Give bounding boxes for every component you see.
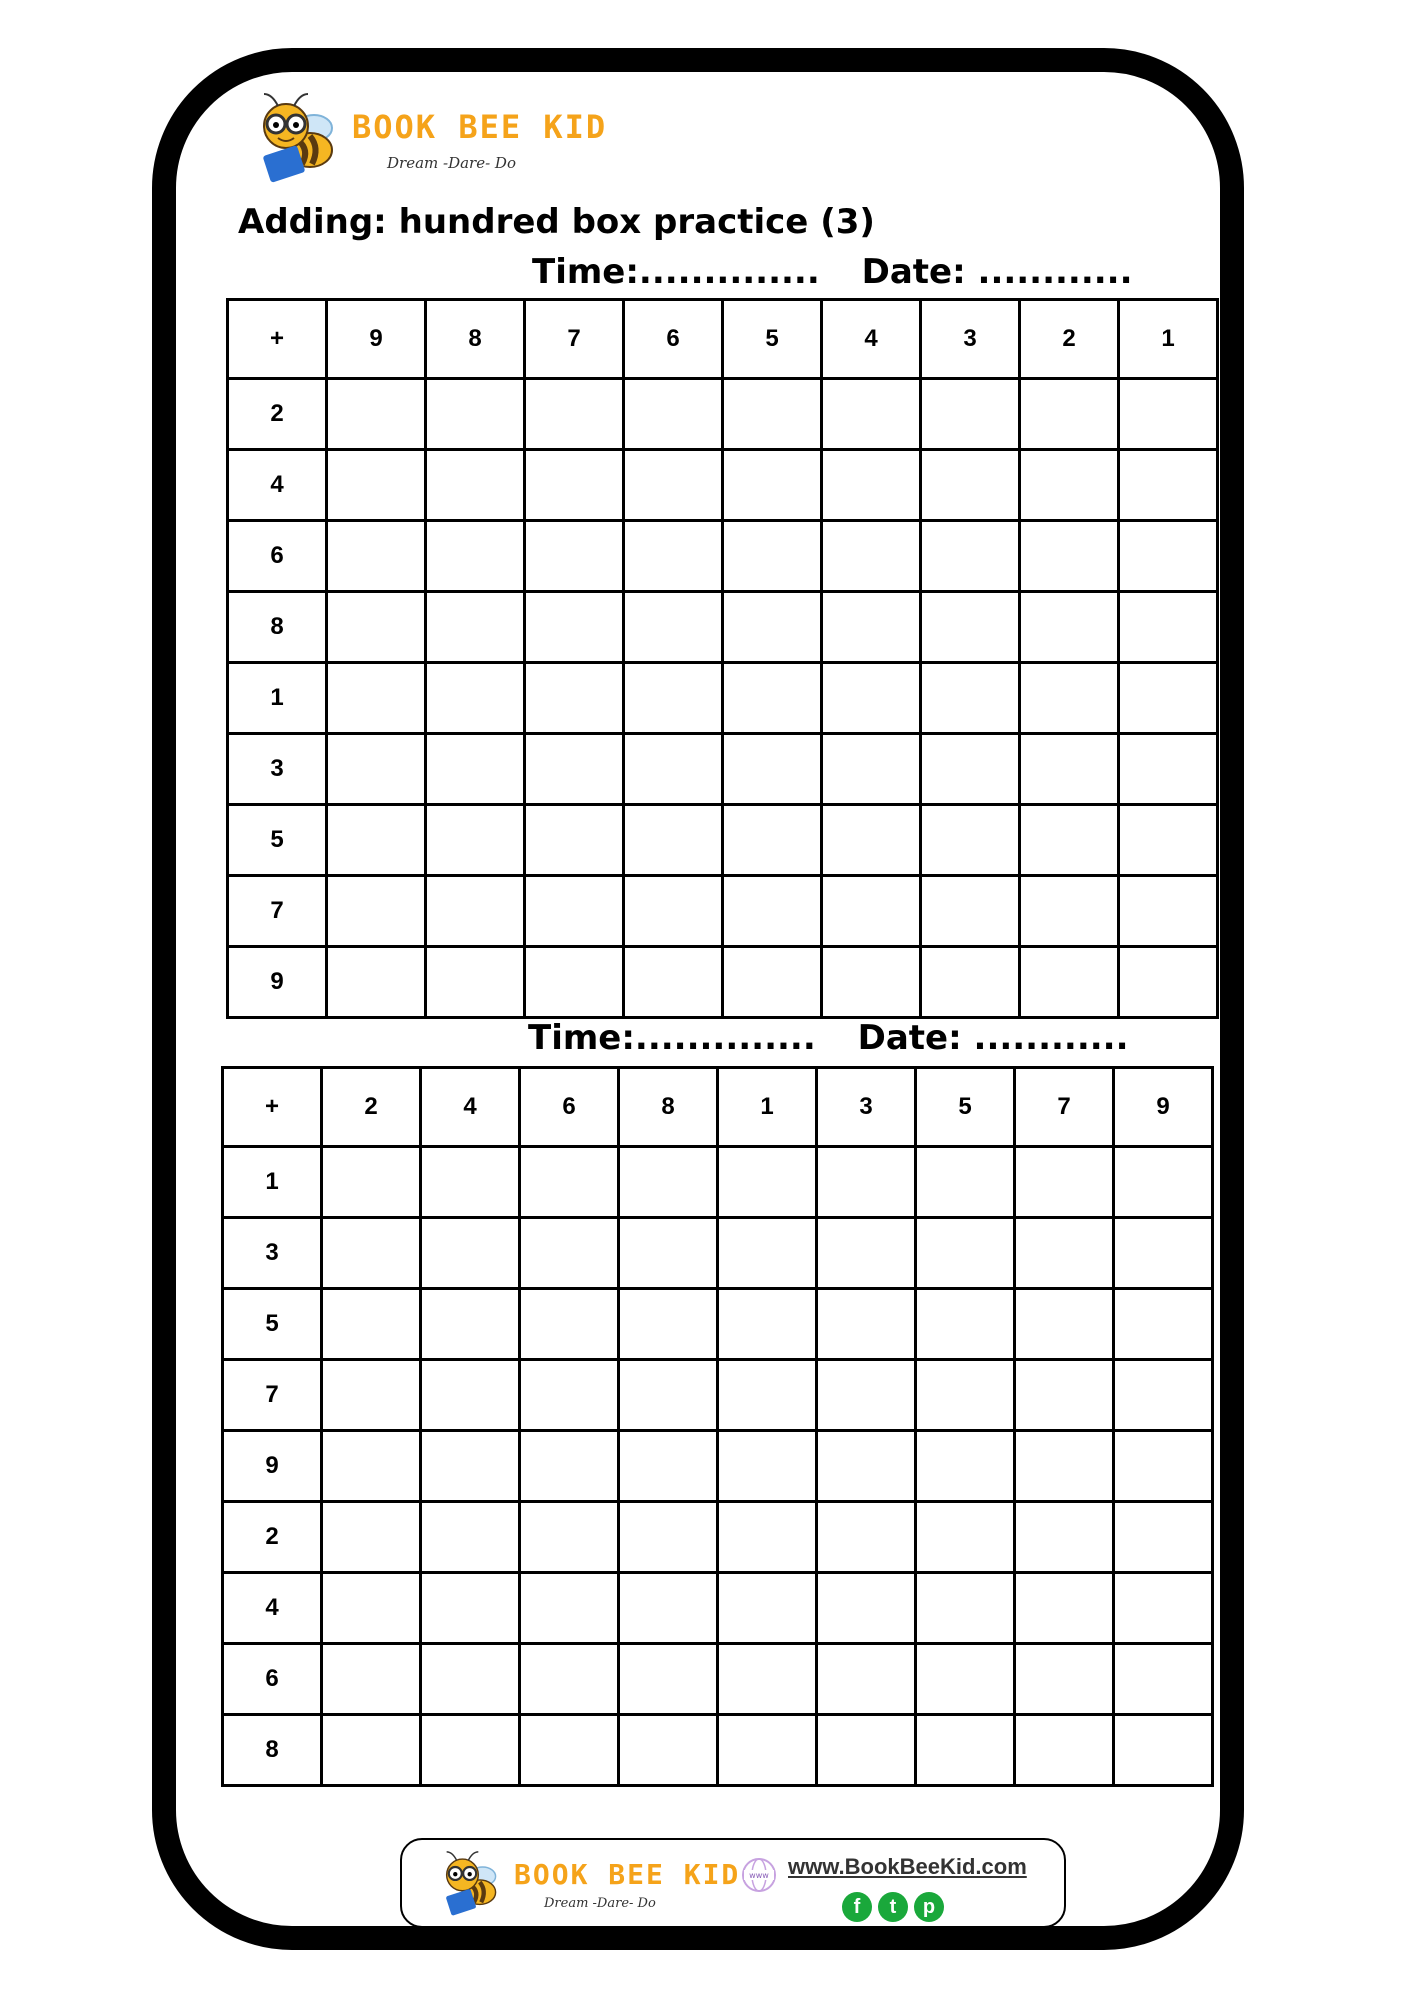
grid-1-meta	[532, 252, 1163, 292]
answer-cell[interactable]	[520, 1644, 619, 1715]
answer-cell[interactable]	[426, 734, 525, 805]
date-field-label: Date: ............	[857, 1018, 1129, 1058]
pinterest-icon[interactable]: p	[914, 1892, 944, 1922]
column-header-cell: 4	[421, 1068, 520, 1147]
answer-cell[interactable]	[718, 1502, 817, 1573]
grid-row	[228, 379, 1218, 450]
answer-cell[interactable]	[921, 663, 1020, 734]
column-header-cell: 9	[327, 300, 426, 379]
answer-cell[interactable]	[624, 947, 723, 1018]
answer-cell[interactable]	[426, 450, 525, 521]
column-header-cell: 5	[723, 300, 822, 379]
answer-cell[interactable]	[322, 1502, 421, 1573]
answer-cell[interactable]	[624, 734, 723, 805]
answer-cell[interactable]	[327, 521, 426, 592]
answer-cell[interactable]	[916, 1289, 1015, 1360]
answer-cell[interactable]	[921, 521, 1020, 592]
column-header-cell: 8	[426, 300, 525, 379]
header-logo	[252, 88, 608, 192]
answer-cell[interactable]	[421, 1502, 520, 1573]
row-header-cell: 7	[228, 876, 327, 947]
answer-cell[interactable]	[916, 1360, 1015, 1431]
answer-cell[interactable]	[624, 379, 723, 450]
answer-cell[interactable]	[520, 1431, 619, 1502]
answer-cell[interactable]	[822, 592, 921, 663]
answer-cell[interactable]	[1015, 1360, 1114, 1431]
answer-cell[interactable]	[1114, 1431, 1213, 1502]
social-icons	[842, 1892, 944, 1922]
answer-cell[interactable]	[1020, 450, 1119, 521]
plus-sign-cell: +	[223, 1068, 322, 1147]
grid-row	[223, 1573, 1213, 1644]
answer-cell[interactable]	[723, 663, 822, 734]
grid-row	[223, 1360, 1213, 1431]
column-header-cell: 1	[1119, 300, 1218, 379]
answer-cell[interactable]	[327, 450, 426, 521]
answer-cell[interactable]	[916, 1147, 1015, 1218]
grid-header-row	[228, 300, 1218, 379]
answer-cell[interactable]	[525, 450, 624, 521]
answer-cell[interactable]	[1114, 1147, 1213, 1218]
answer-cell[interactable]	[921, 379, 1020, 450]
answer-cell[interactable]	[520, 1289, 619, 1360]
answer-cell[interactable]	[723, 592, 822, 663]
answer-cell[interactable]	[1119, 592, 1218, 663]
answer-cell[interactable]	[624, 521, 723, 592]
answer-cell[interactable]	[525, 379, 624, 450]
answer-cell[interactable]	[1119, 805, 1218, 876]
row-header-cell: 6	[223, 1644, 322, 1715]
answer-cell[interactable]	[525, 521, 624, 592]
answer-cell[interactable]	[1119, 521, 1218, 592]
answer-cell[interactable]	[624, 592, 723, 663]
answer-cell[interactable]	[822, 876, 921, 947]
answer-cell[interactable]	[327, 663, 426, 734]
answer-cell[interactable]	[1114, 1360, 1213, 1431]
answer-cell[interactable]	[520, 1573, 619, 1644]
answer-cell[interactable]	[921, 592, 1020, 663]
grid-row	[223, 1502, 1213, 1573]
answer-cell[interactable]	[1114, 1502, 1213, 1573]
time-field-label: Time:..............	[532, 252, 820, 292]
row-header-cell: 5	[223, 1289, 322, 1360]
answer-cell[interactable]	[822, 450, 921, 521]
row-header-cell: 2	[223, 1502, 322, 1573]
answer-cell[interactable]	[1015, 1502, 1114, 1573]
answer-cell[interactable]	[426, 805, 525, 876]
answer-cell[interactable]	[322, 1147, 421, 1218]
answer-cell[interactable]	[1114, 1289, 1213, 1360]
time-field-label: Time:..............	[528, 1018, 816, 1058]
answer-cell[interactable]	[1020, 592, 1119, 663]
grid-row	[223, 1289, 1213, 1360]
answer-cell[interactable]	[817, 1573, 916, 1644]
answer-cell[interactable]	[327, 734, 426, 805]
grid-row	[223, 1431, 1213, 1502]
answer-cell[interactable]	[723, 805, 822, 876]
answer-cell[interactable]	[624, 450, 723, 521]
answer-cell[interactable]	[1114, 1644, 1213, 1715]
answer-cell[interactable]	[624, 876, 723, 947]
answer-cell[interactable]	[1114, 1218, 1213, 1289]
answer-cell[interactable]	[1015, 1147, 1114, 1218]
answer-cell[interactable]	[1119, 450, 1218, 521]
column-header-cell: 8	[619, 1068, 718, 1147]
answer-cell[interactable]	[1119, 379, 1218, 450]
grid-row	[228, 663, 1218, 734]
addition-grid-2	[221, 1066, 1214, 1787]
answer-cell[interactable]	[817, 1360, 916, 1431]
answer-cell[interactable]	[322, 1289, 421, 1360]
grid-2-meta	[528, 1018, 1159, 1058]
row-header-cell: 9	[223, 1431, 322, 1502]
footer-banner	[400, 1838, 1066, 1928]
row-header-cell: 7	[223, 1360, 322, 1431]
answer-cell[interactable]	[916, 1715, 1015, 1786]
grid-row	[223, 1147, 1213, 1218]
row-header-cell: 4	[223, 1573, 322, 1644]
answer-cell[interactable]	[718, 1431, 817, 1502]
answer-cell[interactable]	[520, 1147, 619, 1218]
column-header-cell: 4	[822, 300, 921, 379]
grid-row	[223, 1644, 1213, 1715]
answer-cell[interactable]	[1020, 379, 1119, 450]
grid-row	[228, 876, 1218, 947]
answer-cell[interactable]	[525, 592, 624, 663]
answer-cell[interactable]	[916, 1502, 1015, 1573]
answer-cell[interactable]	[1020, 947, 1119, 1018]
grid-row	[228, 947, 1218, 1018]
website-link[interactable]: www.BookBeeKid.com	[788, 1854, 1027, 1879]
bee-mascot-icon	[252, 88, 352, 192]
row-header-cell: 4	[228, 450, 327, 521]
row-header-cell: 8	[223, 1715, 322, 1786]
answer-cell[interactable]	[421, 1431, 520, 1502]
answer-cell[interactable]	[421, 1573, 520, 1644]
brand-tagline: Dream -Dare- Do	[387, 154, 516, 172]
grid-row	[223, 1218, 1213, 1289]
answer-cell[interactable]	[421, 1147, 520, 1218]
tumblr-icon[interactable]: t	[878, 1892, 908, 1922]
footer-brand-name: BOOK BEE KID	[514, 1858, 741, 1891]
answer-cell[interactable]	[1015, 1431, 1114, 1502]
answer-cell[interactable]	[624, 663, 723, 734]
answer-cell[interactable]	[822, 734, 921, 805]
answer-cell[interactable]	[520, 1715, 619, 1786]
answer-cell[interactable]	[916, 1573, 1015, 1644]
answer-cell[interactable]	[921, 947, 1020, 1018]
row-header-cell: 5	[228, 805, 327, 876]
answer-cell[interactable]	[723, 876, 822, 947]
answer-cell[interactable]	[421, 1289, 520, 1360]
column-header-cell: 2	[322, 1068, 421, 1147]
column-header-cell: 3	[817, 1068, 916, 1147]
addition-grid-1	[226, 298, 1219, 1019]
answer-cell[interactable]	[327, 379, 426, 450]
answer-cell[interactable]	[1119, 947, 1218, 1018]
answer-cell[interactable]	[426, 592, 525, 663]
answer-cell[interactable]	[619, 1502, 718, 1573]
bee-mascot-icon	[438, 1844, 510, 1926]
answer-cell[interactable]	[817, 1644, 916, 1715]
column-header-cell: 5	[916, 1068, 1015, 1147]
answer-cell[interactable]	[426, 521, 525, 592]
answer-cell[interactable]	[718, 1147, 817, 1218]
answer-cell[interactable]	[421, 1644, 520, 1715]
answer-cell[interactable]	[520, 1218, 619, 1289]
answer-cell[interactable]	[1015, 1644, 1114, 1715]
row-header-cell: 6	[228, 521, 327, 592]
answer-cell[interactable]	[619, 1644, 718, 1715]
answer-cell[interactable]	[520, 1502, 619, 1573]
answer-cell[interactable]	[322, 1360, 421, 1431]
answer-cell[interactable]	[525, 663, 624, 734]
answer-cell[interactable]	[817, 1715, 916, 1786]
answer-cell[interactable]	[426, 876, 525, 947]
answer-cell[interactable]	[624, 805, 723, 876]
answer-cell[interactable]	[1015, 1218, 1114, 1289]
answer-cell[interactable]	[718, 1360, 817, 1431]
answer-cell[interactable]	[426, 379, 525, 450]
answer-cell[interactable]	[718, 1289, 817, 1360]
answer-cell[interactable]	[822, 663, 921, 734]
column-header-cell: 1	[718, 1068, 817, 1147]
answer-cell[interactable]	[1020, 805, 1119, 876]
answer-cell[interactable]	[723, 379, 822, 450]
globe-icon	[740, 1856, 778, 1894]
plus-sign-cell: +	[228, 300, 327, 379]
answer-cell[interactable]	[525, 876, 624, 947]
row-header-cell: 8	[228, 592, 327, 663]
grid-row	[228, 521, 1218, 592]
answer-cell[interactable]	[718, 1715, 817, 1786]
grid-row	[223, 1715, 1213, 1786]
answer-cell[interactable]	[1020, 521, 1119, 592]
answer-cell[interactable]	[723, 947, 822, 1018]
answer-cell[interactable]	[525, 947, 624, 1018]
column-header-cell: 6	[520, 1068, 619, 1147]
answer-cell[interactable]	[327, 876, 426, 947]
answer-cell[interactable]	[619, 1715, 718, 1786]
answer-cell[interactable]	[1119, 663, 1218, 734]
answer-cell[interactable]	[916, 1431, 1015, 1502]
column-header-cell: 6	[624, 300, 723, 379]
answer-cell[interactable]	[322, 1431, 421, 1502]
answer-cell[interactable]	[1119, 734, 1218, 805]
answer-cell[interactable]	[327, 947, 426, 1018]
answer-cell[interactable]	[822, 521, 921, 592]
answer-cell[interactable]	[421, 1360, 520, 1431]
grid-row	[228, 450, 1218, 521]
answer-cell[interactable]	[817, 1431, 916, 1502]
answer-cell[interactable]	[1114, 1573, 1213, 1644]
column-header-cell: 3	[921, 300, 1020, 379]
answer-cell[interactable]	[520, 1360, 619, 1431]
answer-cell[interactable]	[1020, 734, 1119, 805]
answer-cell[interactable]	[421, 1715, 520, 1786]
answer-cell[interactable]	[822, 805, 921, 876]
answer-cell[interactable]	[817, 1289, 916, 1360]
answer-cell[interactable]	[619, 1573, 718, 1644]
brand-name: BOOK BEE KID	[352, 108, 608, 146]
row-header-cell: 3	[223, 1218, 322, 1289]
answer-cell[interactable]	[723, 450, 822, 521]
answer-cell[interactable]	[916, 1218, 1015, 1289]
row-header-cell: 3	[228, 734, 327, 805]
answer-cell[interactable]	[1114, 1715, 1213, 1786]
grid-header-row	[223, 1068, 1213, 1147]
grid-row	[228, 592, 1218, 663]
answer-cell[interactable]	[426, 947, 525, 1018]
row-header-cell: 2	[228, 379, 327, 450]
facebook-icon[interactable]: f	[842, 1892, 872, 1922]
column-header-cell: 2	[1020, 300, 1119, 379]
answer-cell[interactable]	[718, 1218, 817, 1289]
answer-cell[interactable]	[1020, 876, 1119, 947]
answer-cell[interactable]	[1015, 1573, 1114, 1644]
date-field-label: Date: ............	[861, 252, 1133, 292]
answer-cell[interactable]	[817, 1218, 916, 1289]
answer-cell[interactable]	[822, 947, 921, 1018]
answer-cell[interactable]	[421, 1218, 520, 1289]
column-header-cell: 7	[525, 300, 624, 379]
answer-cell[interactable]	[817, 1147, 916, 1218]
answer-cell[interactable]	[921, 450, 1020, 521]
answer-cell[interactable]	[921, 734, 1020, 805]
answer-cell[interactable]	[718, 1644, 817, 1715]
answer-cell[interactable]	[1015, 1715, 1114, 1786]
answer-cell[interactable]	[322, 1644, 421, 1715]
column-header-cell: 7	[1015, 1068, 1114, 1147]
answer-cell[interactable]	[921, 805, 1020, 876]
row-header-cell: 1	[228, 663, 327, 734]
row-header-cell: 9	[228, 947, 327, 1018]
answer-cell[interactable]	[619, 1431, 718, 1502]
answer-cell[interactable]	[822, 379, 921, 450]
answer-cell[interactable]	[723, 521, 822, 592]
answer-cell[interactable]	[322, 1715, 421, 1786]
answer-cell[interactable]	[916, 1644, 1015, 1715]
grid-row	[228, 734, 1218, 805]
answer-cell[interactable]	[723, 734, 822, 805]
row-header-cell: 1	[223, 1147, 322, 1218]
answer-cell[interactable]	[619, 1360, 718, 1431]
answer-cell[interactable]	[619, 1147, 718, 1218]
answer-cell[interactable]	[1119, 876, 1218, 947]
answer-cell[interactable]	[327, 805, 426, 876]
answer-cell[interactable]	[619, 1218, 718, 1289]
answer-cell[interactable]	[322, 1573, 421, 1644]
footer-brand-tagline: Dream -Dare- Do	[544, 1896, 656, 1911]
answer-cell[interactable]	[525, 805, 624, 876]
answer-cell[interactable]	[525, 734, 624, 805]
answer-cell[interactable]	[322, 1218, 421, 1289]
answer-cell[interactable]	[327, 592, 426, 663]
answer-cell[interactable]	[817, 1502, 916, 1573]
website-icon-text: www	[749, 1871, 769, 1880]
answer-cell[interactable]	[1015, 1289, 1114, 1360]
answer-cell[interactable]	[1020, 663, 1119, 734]
answer-cell[interactable]	[619, 1289, 718, 1360]
worksheet-title: Adding: hundred box practice (3)	[238, 202, 875, 242]
answer-cell[interactable]	[921, 876, 1020, 947]
grid-row	[228, 805, 1218, 876]
answer-cell[interactable]	[426, 663, 525, 734]
answer-cell[interactable]	[718, 1573, 817, 1644]
column-header-cell: 9	[1114, 1068, 1213, 1147]
